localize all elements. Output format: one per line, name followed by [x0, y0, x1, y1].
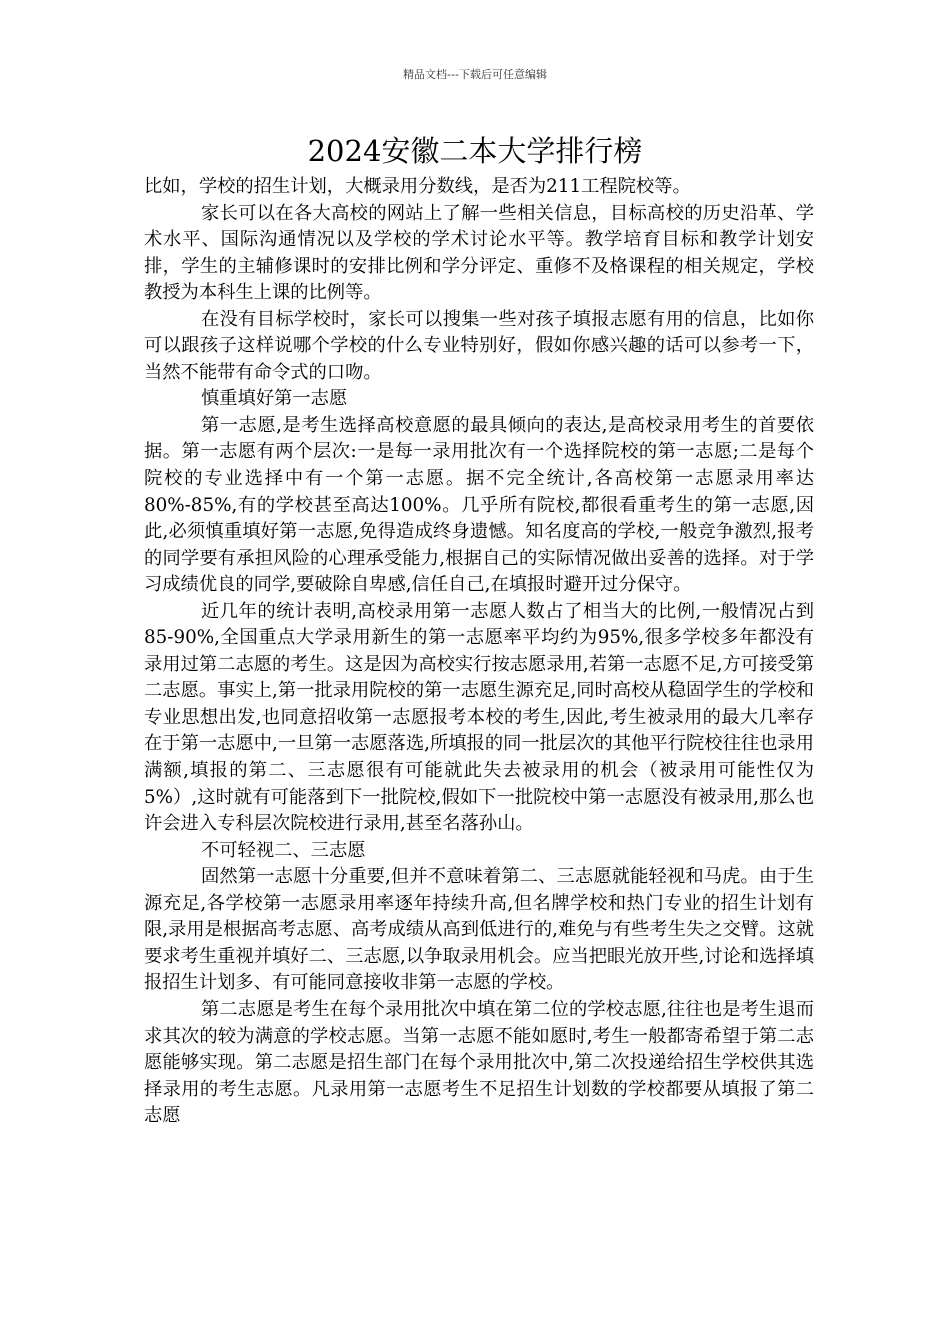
paragraph: 固然第一志愿十分重要,但并不意味着第二、三志愿就能轻视和马虎。由于生源充足,各学校第一志愿录用率逐年持续升高,但名牌学校和热门专业的招生计划有限,录用是根据高考志愿、高考成绩从高到低进行的,难免与有些考生失之交臂。这就要求考生重视并填好二、三志愿,以争取录用机会。应当把眼光放开些,讨论和选择填报招生计划多、有可能同意接收非第一志愿的学校。: [144, 866, 814, 994]
paragraph: 家长可以在各大高校的网站上了解一些相关信息，目标高校的历史沿革、学术水平、国际沟通情况以及学校的学术讨论水平等。教学培育目标和教学计划安排，学生的主辅修课时的安排比例和学分评定、重修不及格课程的相关规定，学校教授为本科生上课的比例等。: [144, 202, 814, 304]
paragraph: 比如，学校的招生计划，大概录用分数线，是否为211工程院校等。: [144, 176, 691, 197]
paragraph: 第二志愿是考生在每个录用批次中填在第二位的学校志愿,往往也是考生退而求其次的较为满意的学校志愿。当第一志愿不能如愿时,考生一般都寄希望于第二志愿能够实现。第二志愿是招生部门在每个录用批次中,第二次投递给招生学校供其选择录用的考生志愿。凡录用第一志愿考生不足招生计划数的学校都要从填报了第二志愿: [144, 998, 814, 1127]
section-heading: 慎重填好第一志愿: [201, 388, 348, 410]
paragraph: 近几年的统计表明,高校录用第一志愿人数占了相当大的比例,一般情况占到85-90%,全国重点大学录用新生的第一志愿率平均约为95%,很多学校多年都没有录用过第二志愿的考生。这是因为高校实行按志愿录用,若第一志愿不足,方可接受第二志愿。事实上,第一批录用院校的第一志愿生源充足,同时高校从稳固学生的学校和专业思想出发,也同意招收第一志愿报考本校的考生,因此,考生被录用的最大几率存在于第一志愿中,一旦第一志愿落选,所填报的同一批层次的其他平行院校往往也录用满额,填报的第二、三志愿很有可能就此失去被录用的机会（被录用可能性仅为5%）,这时就有可能落到下一批院校,假如下一批院校中第一志愿没有被录用,那么也许会进入专科层次院校进行录用,甚至名落孙山。: [144, 600, 814, 835]
document-body: [144, 174, 814, 1130]
section-heading: 不可轻视二、三志愿: [201, 839, 366, 861]
paragraph: 第一志愿,是考生选择高校意愿的最具倾向的表达,是高校录用考生的首要依据。第一志愿有两个层次:一是每一录用批次有一个选择院校的第一志愿;二是每个院校的专业选择中有一个第一志愿。据不完全统计,各高校第一志愿录用率达80%-85%,有的学校甚至高达100%。几乎所有院校,都很看重考生的第一志愿,因此,必须慎重填好第一志愿,免得造成终身遗憾。知名度高的学校,一般竞争激烈,报考的同学要有承担风险的心理承受能力,根据自己的实际情况做出妥善的选择。对于学习成绩优良的同学,要破除自卑感,信任自己,在填报时避开过分保守。: [144, 414, 814, 596]
page-header-note: 精品文档---下载后可任意编辑: [403, 68, 547, 81]
document-title: 2024安徽二本大学排行榜: [307, 134, 643, 168]
paragraph: 在没有目标学校时，家长可以搜集一些对孩子填报志愿有用的信息，比如你可以跟孩子这样说哪个学校的什么专业特别好，假如你感兴趣的话可以参考一下，当然不能带有命令式的口吻。: [144, 308, 814, 383]
